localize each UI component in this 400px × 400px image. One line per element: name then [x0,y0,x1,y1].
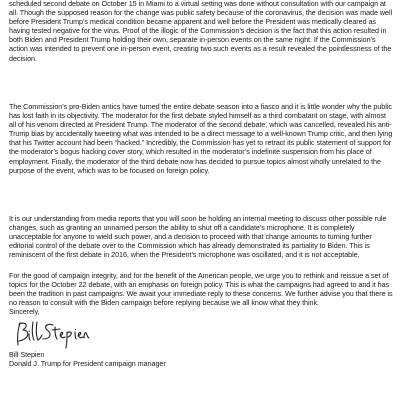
closing-salutation: Sincerely, [9,307,40,316]
signer-name: Bill Stepien [9,350,45,359]
letter-paragraph-4: For the good of campaign integrity, and for the benefit of the American people, we urge you to rethink and reissue a set of topics for the October 22 debate, with an emphasis on foreign policy. This is what the campaigns had agreed to and it has been the tradition in past campaigns. We await your immediate reply to these concerns. We further advise you that there is no reason to consult with the Biden campaign before replying because we all know what they think. [9,271,393,308]
signer-title: Donald J. Trump for President campaign manager [9,359,166,368]
letter-paragraph-2: The Commission’s pro-Biden antics have turned the entire debate season into a fiasco and it is little wonder why the public has lost faith in its objectivity. The moderator for the first debate styled himself as a third combatant on stage, with almost all of his venom directed at President Trump. The moderator of the second debate, which was cancelled, revealed his anti-Trump bias by accidentally tweeting what was intended to be a direct message to a well-known Trump critic, and then lying that his Twitter account had been “hacked.” Incredibly, the Commission has yet to retract its public statement of support for the moderator’s bogus hacking cover story, which resulted in the moderator’s indefinite suspension from his place of employment. Finally, the moderator of the third debate now has decided to pursue topics almost wholly unrelated to the purpose of the event, which was to be focused on foreign policy. [9,102,393,175]
letter-paragraph-3: It is our understanding from media reports that you will soon be holding an internal meeting to discuss other possible rule changes, such as granting an unnamed person the ability to shut off a candidate’s microphone. It is completely unacceptable for anyone to wield such power, and a decision to proceed with that change amounts to turning further editorial control of the debate over to the Commission which has already demonstrated its partiality to Biden. This is reminiscent of the first debate in 2016, when the President’s microphone was oscillated, and it is not acceptable. [9,214,387,260]
handwritten-signature [12,317,92,349]
letter-paragraph-1: scheduled second debate on October 15 in Miami to a virtual setting was done without consultation with our campaign at all. Though the supposed reason for the change was public safety because of the coronavirus, the decision was made well before President Trump’s medical condition became apparent and well before the President was medically cleared as having tested negative for the virus. Proof of the illogic of the Commission’s decision is the fact that this action resulted in both Biden and President Trump holding their own, separate in-person events on the same night. If the Commission’s action was intended to prevent one in-person event, creating two such events as a result revealed the pointlessness of the decision. [9,0,393,63]
